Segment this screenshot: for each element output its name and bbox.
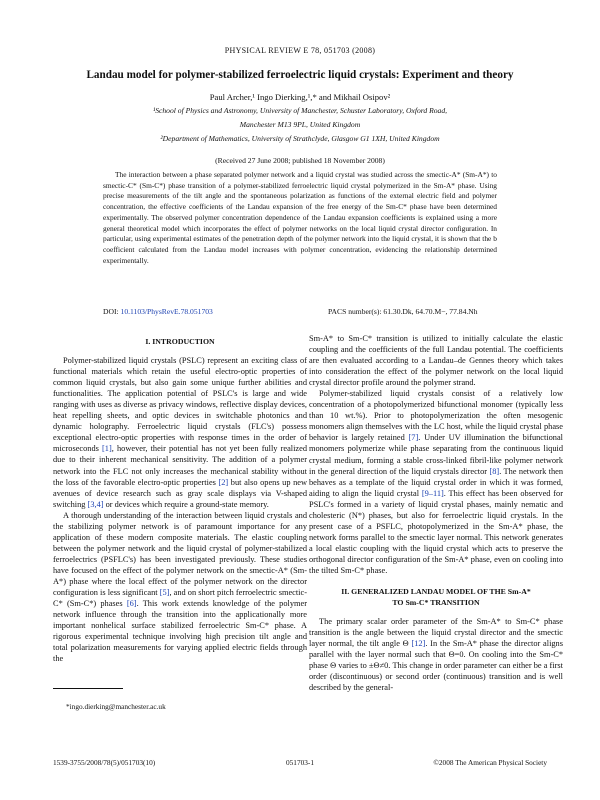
- doi-line: [103, 307, 213, 316]
- doi-link[interactable]: 10.1103/PhysRevE.78.051703: [120, 307, 213, 316]
- abstract: The interaction between a phase separated polymer network and a liquid crystal was studied across the smectic-A* (Sm-A*) to smectic-C* (Sm-C*) phase transition of a polymer-stabilized ferroelectric liquid crystal polymerized in the Sm-A* phase. Using precise measurements of the tilt angle and the spontaneous polarization as functions of the external electric field and polymer concentration, the effective coefficients of the Landau expansion of the free energy of the Sm-C* phase have been determined experimentally. The observed polymer concentration dependence of the Landau expansion coefficients is explained using a more general theoretical model which incorporates the effect of polymer networks on the local liquid crystal director configuration. In particular, using experimental estimates of the penetration depth of the polymer network into the liquid crystal, it is shown that the b coefficient calculated from the Landau model increases with polymer concentration, evidencing the relationship determined experimentally.: [103, 170, 497, 265]
- citation-link[interactable]: [8]: [489, 466, 500, 476]
- doi-label: DOI:: [103, 307, 119, 316]
- section-heading-introduction: I. INTRODUCTION: [145, 337, 215, 346]
- affiliation-1-city: Manchester M13 9PL, United Kingdom: [239, 120, 361, 129]
- page-number: 051703-1: [286, 758, 314, 767]
- left-column: [53, 333, 307, 664]
- footnote-divider: [53, 688, 123, 689]
- author-list: Paul Archer,¹ Ingo Dierking,¹,* and Mikhail Osipov²: [209, 92, 391, 102]
- intro-paragraph-1: Polymer-stabilized liquid crystals (PSLC) represent an exciting class of functional materials which retain the useful electro-optic properties of common liquid crystals, but also gain some unique further abilities and functionalities. The application potential of PSLC's is large and wide ranging with uses as diverse as privacy windows, reflective display devices, heat repelling sheets, and optic devices in switchable photonics and dynamic holography. Ferroelectric liquid crystals (FLC's) possess exceptional electro-optic properties with response times in the order of microseconds [1], however, their potential has not yet been fully realized due to their inherent mechanical sensitivity. The addition of a polymer network into the FLC not only increases the mechanical stability without the loss of the favorable electro-optic properties [2] but also opens up new avenues of device research such as gray scale displays via V-shaped switching [3,4] or devices which require a ground-state memory.: [53, 356, 307, 509]
- section-heading-landau-model-line-2: TO Sm-C* TRANSITION: [392, 598, 480, 608]
- right-column: [309, 333, 563, 693]
- issn-code: 1539-3755/2008/78(5)/051703(10): [53, 758, 156, 767]
- corresponding-author-email[interactable]: *ingo.dierking@manchester.ac.uk: [66, 702, 166, 711]
- citation-link[interactable]: [1]: [102, 444, 112, 454]
- intro-paragraph-4: Polymer-stabilized liquid crystals consist of a relatively low concentration of a photopolymerized bifunctional monomer (typically less than 10 wt.%). Prior to photopolymerization the often mesogenic monomers align themselves with the LC host, while the liquid crystal phase behavior is largely retained [7]. Under UV illumination the bifunctional monomers polymerize while phase separating from the continuous liquid crystal medium, forming a stable cross-linked fibril-like polymer network in the general direction of the liquid crystals director [8]. The network then behaves as a template of the liquid crystal order in which it was formed, aiding to align the liquid crystal [9–11]. This effect has been observed for PSLC's formed in a variety of liquid crystal phases, mainly nematic and cholesteric (N*) phases, but also for ferroelectric liquid crystals. In the present case of a PSFLC, photopolymerized in the Sm-A* phase, the network forms parallel to the smectic layer normal. This network generates a local elastic coupling with the liquid crystal which acts to preserve the orthogonal director configuration of the Sm-A* phase, even on cooling into the tilted Sm-C* phase.: [309, 389, 564, 575]
- citation-link[interactable]: [3,4]: [87, 499, 104, 509]
- citation-link[interactable]: [12]: [411, 639, 426, 649]
- received-dates: (Received 27 June 2008; published 18 November 2008): [215, 156, 385, 165]
- pacs-numbers: PACS number(s): 61.30.Dk, 64.70.M−, 77.84.Nh: [328, 307, 478, 316]
- citation-link[interactable]: [6]: [126, 599, 137, 609]
- citation-link[interactable]: [2]: [218, 477, 229, 487]
- intro-paragraph-3: Sm-A* to Sm-C* transition is utilized to initially calculate the elastic coupling and the coefficients of the full Landau potential. The coefficients are then evaluated according to a Landau–de Gennes theory which takes into consideration the effect of the polymer network on the local liquid crystal director profile around the polymer strand.: [309, 334, 563, 388]
- copyright-notice: ©2008 The American Physical Society: [433, 758, 547, 767]
- section-heading-landau-model: II. GENERALIZED LANDAU MODEL OF THE Sm-A*: [341, 587, 531, 597]
- citation-link[interactable]: [5]: [159, 588, 170, 598]
- affiliation-2: ²Department of Mathematics, University of Strathclyde, Glasgow G1 1XH, United Kingdom: [160, 134, 440, 143]
- paper-title: Landau model for polymer-stabilized ferroelectric liquid crystals: Experiment and theory: [86, 69, 514, 81]
- journal-header: PHYSICAL REVIEW E 78, 051703 (2008): [224, 46, 376, 55]
- citation-link[interactable]: [7]: [408, 433, 419, 443]
- section-2-paragraph-1: The primary scalar order parameter of the Sm-A* to Sm-C* phase transition is the angle between the liquid crystal director and the smectic layer normal, the tilt angle Θ [12]. In the Sm-A* phase the director aligns parallel with the layer normal such that Θ=0. On cooling into the Sm-C* phase Θ varies to ±Θ≠0. This change in order parameter can either be a first order (discontinuous) or second order (continuous) transition and is well described by the general-: [309, 617, 563, 693]
- affiliation-1: ¹School of Physics and Astronomy, University of Manchester, Schuster Laboratory, Oxford Road,: [152, 106, 448, 115]
- citation-link[interactable]: [9–11]: [421, 488, 444, 498]
- intro-paragraph-2: A thorough understanding of the interaction between liquid crystals and the stabilizing polymer network is of paramount importance for any application of these modern composite materials. The elastic coupling between the polymer network and the liquid crystal of polymer-stabilized ferroelectrics (PSFLC's) has been investigated previously. These studies have focused on the effect of the polymer network on the smectic-A* (Sm-A*) phase where the local effect of the polymer network on the director configuration is less significant [5], and on short pitch ferroelectric smectic-C* (Sm-C*) phases [6]. This work extends knowledge of the polymer network influence through the transition into the applicationally more important nonhelical surface stabilized ferroelectric Sm-C* phase. A rigorous experimental technique involving high precision tilt angle and total polarization measurements for varying applied electric fields through the: [53, 510, 307, 664]
